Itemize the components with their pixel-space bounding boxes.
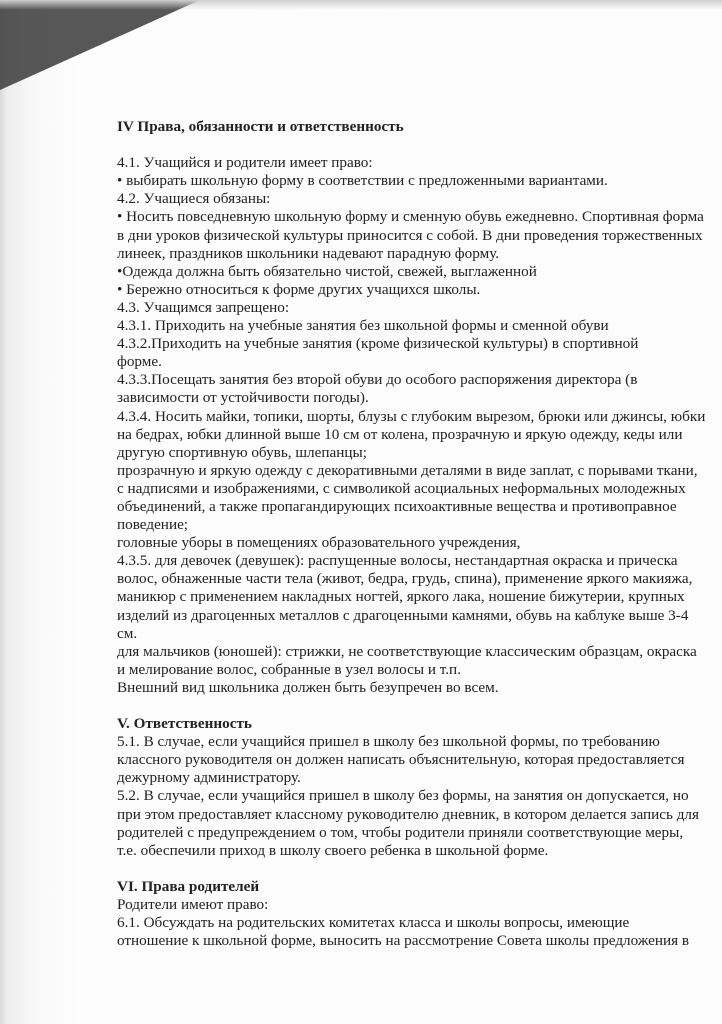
text-line: 4.3.3.Посещать занятия без второй обуви до особого распоряжения директора (в (117, 371, 638, 389)
section-heading: IV Права, обязанности и ответственность (117, 118, 404, 135)
text-line: • Бережно относиться к форме других учащихся школы. (117, 280, 481, 298)
scan-corner-shadow (0, 0, 200, 90)
blank-line (117, 136, 717, 154)
text-line: 4.3.2.Приходить на учебные занятия (кроме физической культуры) в спортивной (117, 335, 639, 353)
text-line: •Одежда должна быть обязательно чистой, свежей, выглаженной (117, 262, 537, 280)
text-line: линеек, праздников школьники надевают парадную форму. (117, 244, 500, 262)
text-line: 5.1. В случае, если учащийся пришел в школу без школьной формы, по требованию (117, 733, 660, 751)
text-line: 6.1. Обсуждать на родительских комитетах класса и школы вопросы, имеющие (117, 914, 630, 932)
text-line: маникюр с применением накладных ногтей, яркого лака, ношение бижутерии, крупных (117, 588, 685, 606)
text-line: см. (117, 624, 138, 642)
text-line: родителей с предупреждением о том, чтобы родители приняли соответствующие меры, (117, 823, 684, 841)
blank-line (117, 860, 717, 878)
text-line: отношение к школьной форме, выносить на рассмотрение Совета школы предложения в (117, 932, 690, 950)
text-line: головные уборы в помещениях образовательного учреждения, (117, 534, 521, 552)
section-heading: V. Ответственность (117, 715, 252, 733)
text-line: Родители имеют право: (117, 896, 269, 914)
text-line: поведение; (117, 516, 189, 534)
text-line: в дни уроков физической культуры приносится с собой. В дни проведения торжественных (117, 226, 703, 244)
text-line: зависимости от устойчивости погоды). (117, 389, 369, 407)
text-line: форме. (117, 353, 162, 371)
text-line: классного руководителя он должен написать объяснительную, которая предоставляется (117, 751, 685, 769)
text-line: при этом предоставляет классному руководителю дневник, в котором делается запись для (117, 805, 699, 823)
document-body (117, 118, 717, 950)
text-line: изделий из драгоценных металлов с драгоценными камнями, обувь на каблуке выше 3-4 (117, 606, 689, 624)
section-heading: VI. Права родителей (117, 877, 260, 895)
blank-line (117, 697, 717, 715)
text-line: 4.3.1. Приходить на учебные занятия без школьной формы и сменной обуви (117, 317, 609, 335)
text-line: 4.3. Учащимся запрещено: (117, 298, 290, 316)
text-line: и мелирование волос, собранные в узел волосы и т.п. (117, 660, 461, 678)
text-line: для мальчиков (юношей): стрижки, не соответствующие классическим образцам, окраска (117, 642, 697, 660)
text-line: волос, обнаженные части тела (живот, бедра, грудь, спина), применение яркого макияжа, (117, 570, 693, 588)
text-line: 4.2. Учащиеся обязаны: (117, 190, 271, 208)
text-line: объединений, а также пропагандирующих психоактивные вещества и противоправное (117, 497, 677, 515)
text-line: т.е. обеспечили приход в школу своего ребенка в школьной форме. (117, 841, 549, 859)
text-line: 4.1. Учащийся и родители имеет право: (117, 154, 373, 172)
text-line: 4.3.5. для девочек (девушек): распущенные волосы, нестандартная окраска и прическа (117, 552, 678, 570)
text-line: Внешний вид школьника должен быть безупречен во всем. (117, 678, 499, 696)
text-line: дежурному администратору. (117, 769, 301, 787)
text-line: с надписями и изображениями, с символикой асоциальных неформальных молодежных (117, 479, 686, 497)
text-line: • Носить повседневную школьную форму и сменную обувь ежедневно. Спортивная форма (117, 208, 704, 226)
text-line: на бедрах, юбки длинной выше 10 см от колена, прозрачную и яркую одежду, кеды или (117, 425, 683, 443)
text-line: прозрачную и яркую одежду с декоративными деталями в виде заплат, с порывами ткани, (117, 461, 698, 479)
text-line: 5.2. В случае, если учащийся пришел в школу без формы, на занятия он допускается, но (117, 787, 689, 805)
text-line: • выбирать школьную форму в соответствии с предложенными вариантами. (117, 172, 608, 190)
text-line: 4.3.4. Носить майки, топики, шорты, блузы с глубоким вырезом, брюки или джинсы, юбки (117, 407, 706, 425)
text-line: другую спортивную обувь, шлепанцы; (117, 443, 367, 461)
scan-top-edge (0, 0, 722, 10)
